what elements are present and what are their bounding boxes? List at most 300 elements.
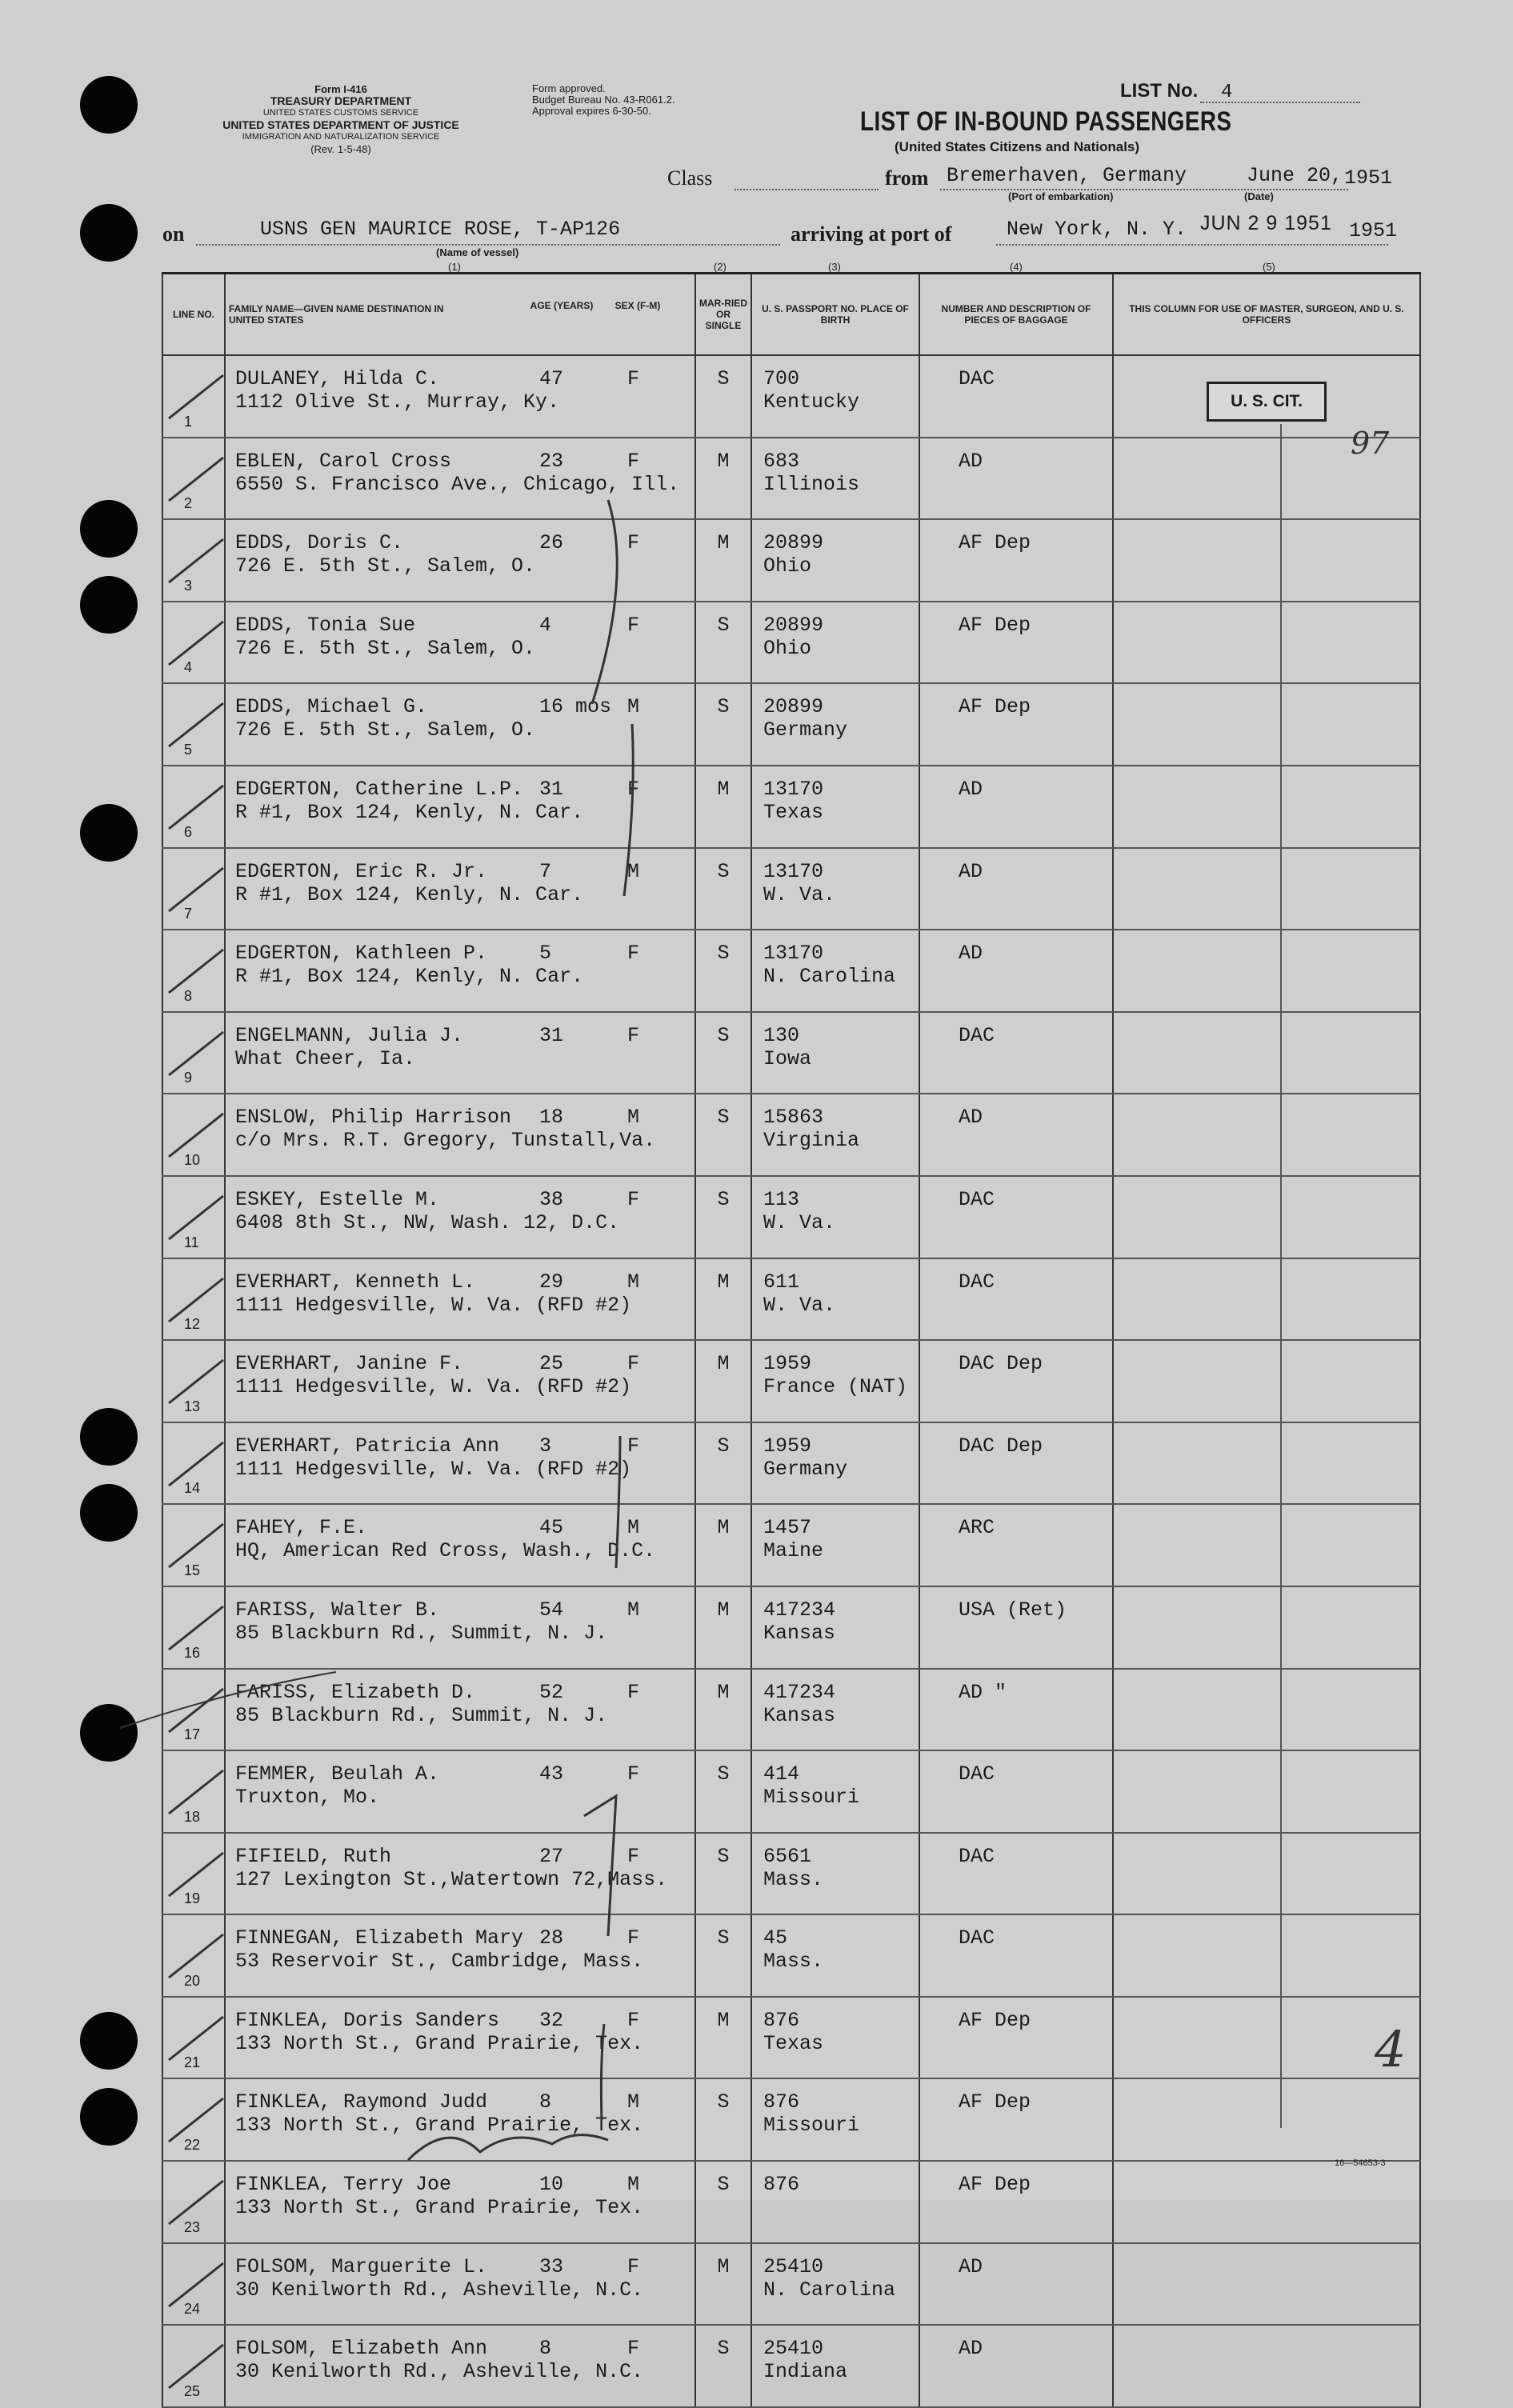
arriving-label: arriving at port of [791, 222, 952, 246]
table-row [162, 1258, 1420, 1341]
passport-birth-cell [751, 355, 919, 438]
passport-birth-cell [751, 1914, 919, 1997]
passenger-age: 25 [539, 1352, 564, 1376]
table-row [162, 1094, 1420, 1176]
place-of-birth: Kentucky [763, 390, 860, 414]
marital-status: S [695, 848, 751, 930]
line-number-cell [162, 683, 225, 766]
punch-hole [80, 1408, 138, 1466]
passport-birth-cell [751, 1094, 919, 1176]
passport-number: 683 [763, 449, 800, 473]
place-of-birth: Mass. [763, 1950, 824, 1974]
passenger-sex: F [627, 449, 640, 473]
table-row [162, 2078, 1420, 2161]
passport-number: 13170 [763, 942, 824, 966]
passport-number: 1959 [763, 1352, 812, 1376]
place-of-birth: Mass. [763, 1867, 824, 1891]
check-mark-icon [167, 782, 231, 830]
marital-status: S [695, 2078, 751, 2161]
us-citizen-stamp: U. S. CIT. [1207, 382, 1327, 422]
place-of-birth: Iowa [763, 1046, 812, 1070]
header-officers: THIS COLUMN FOR USE OF MASTER, SURGEON, AND U. S. OFFICERS [1113, 274, 1420, 356]
marital-status: S [695, 1012, 751, 1094]
name-destination-cell [225, 1833, 695, 1915]
punch-hole [80, 76, 138, 134]
table-row [162, 438, 1420, 520]
passenger-age: 45 [539, 1516, 564, 1540]
name-destination-cell [225, 2161, 695, 2243]
arrival-date-stamp: JUN 2 9 1951 [1200, 212, 1332, 234]
col-number-4: (4) [1010, 261, 1023, 273]
passenger-sex: F [627, 1680, 640, 1704]
place-of-birth: Germany [763, 718, 848, 742]
name-destination-cell [225, 1422, 695, 1505]
check-mark-icon [167, 865, 231, 913]
col-number-5: (5) [1263, 261, 1275, 273]
passport-birth-cell [751, 519, 919, 602]
passenger-destination: HQ, American Red Cross, Wash., D.C. [235, 1539, 656, 1563]
marital-status: M [695, 1504, 751, 1586]
line-number-cell [162, 1669, 225, 1751]
place-of-birth: W. Va. [763, 1210, 836, 1234]
line-number: 5 [184, 741, 193, 758]
passport-number: 876 [763, 2090, 800, 2114]
vessel-caption: (Name of vessel) [436, 246, 519, 258]
passport-number: 876 [763, 2008, 800, 2032]
passenger-name: FEMMER, Beulah A. [235, 1762, 440, 1786]
passenger-age: 27 [539, 1844, 564, 1868]
place-of-birth: W. Va. [763, 1293, 836, 1317]
passenger-age: 5 [539, 942, 552, 966]
passenger-destination: 133 North St., Grand Prairie, Tex. [235, 2031, 644, 2055]
name-destination-cell [225, 930, 695, 1012]
name-destination-cell [225, 848, 695, 930]
line-number-cell [162, 1833, 225, 1915]
passenger-sex: M [627, 859, 640, 883]
passenger-age: 31 [539, 777, 564, 801]
line-number-cell [162, 355, 225, 438]
check-mark-icon [167, 536, 231, 584]
officer-use-cell [1113, 2325, 1420, 2407]
line-number-cell [162, 1586, 225, 1669]
passport-birth-cell [751, 2161, 919, 2243]
from-label: from [885, 166, 929, 190]
passenger-name: FAHEY, F.E. [235, 1516, 368, 1540]
line-number-cell [162, 1258, 225, 1341]
punch-hole [80, 500, 138, 558]
marital-status: S [695, 1833, 751, 1915]
passenger-destination: 6550 S. Francisco Ave., Chicago, Ill. [235, 472, 680, 496]
table-row [162, 683, 1420, 766]
place-of-birth: Kansas [763, 1621, 836, 1645]
passenger-name: EVERHART, Janine F. [235, 1352, 464, 1376]
passport-number: 130 [763, 1023, 800, 1047]
passenger-age: 3 [539, 1434, 552, 1458]
officer-use-cell [1113, 1340, 1420, 1422]
line-number-cell [162, 1176, 225, 1258]
table-row [162, 1750, 1420, 1833]
passenger-name: FIFIELD, Ruth [235, 1844, 392, 1868]
passenger-sex: M [627, 695, 640, 719]
table-row [162, 766, 1420, 848]
form-revision: (Rev. 1-5-48) [310, 143, 371, 155]
passenger-name: FINKLEA, Raymond Judd [235, 2090, 488, 2114]
check-mark-icon [167, 946, 231, 994]
passenger-sex: M [627, 1598, 640, 1622]
marital-status: M [695, 766, 751, 848]
baggage: AD [919, 438, 1113, 520]
marital-status: M [695, 1586, 751, 1669]
baggage: DAC [919, 1258, 1113, 1341]
baggage: AD [919, 930, 1113, 1012]
line-number: 18 [184, 1808, 201, 1825]
name-destination-cell [225, 2078, 695, 2161]
passport-number: 1457 [763, 1516, 812, 1540]
line-number-cell [162, 1422, 225, 1505]
place-of-birth: France (NAT) [763, 1375, 908, 1399]
passenger-destination: R #1, Box 124, Kenly, N. Car. [235, 965, 584, 989]
arrival-year: 1951 [1349, 219, 1398, 242]
passenger-name: FOLSOM, Elizabeth Ann [235, 2337, 488, 2361]
passport-birth-cell [751, 2325, 919, 2407]
table-row [162, 1504, 1420, 1586]
baggage: AD [919, 2243, 1113, 2326]
marital-status: S [695, 1750, 751, 1833]
place-of-birth: W. Va. [763, 882, 836, 906]
line-number-cell [162, 519, 225, 602]
passport-birth-cell [751, 1504, 919, 1586]
passport-number: 20899 [763, 613, 824, 637]
passenger-destination: 1112 Olive St., Murray, Ky. [235, 390, 560, 414]
line-number: 11 [184, 1234, 199, 1250]
passport-number: 1959 [763, 1434, 812, 1458]
marital-status: M [695, 438, 751, 520]
line-number: 12 [184, 1316, 201, 1333]
passenger-age: 8 [539, 2090, 552, 2114]
line-number-cell [162, 2161, 225, 2243]
passenger-destination: 85 Blackburn Rd., Summit, N. J. [235, 1621, 608, 1645]
line-number: 17 [184, 1726, 201, 1743]
check-mark-icon [167, 372, 231, 420]
table-row [162, 2325, 1420, 2407]
passenger-name: ENSLOW, Philip Harrison [235, 1106, 512, 1130]
passenger-age: 4 [539, 613, 552, 637]
line-number: 22 [184, 2137, 201, 2154]
passenger-sex: F [627, 777, 640, 801]
baggage: AF Dep [919, 1997, 1113, 2079]
col-number-2: (2) [714, 261, 726, 273]
place-of-birth: Ohio [763, 636, 812, 660]
passport-number: 25410 [763, 2337, 824, 2361]
port-caption: (Port of embarkation) [1008, 190, 1114, 202]
passport-birth-cell [751, 1258, 919, 1341]
table-row [162, 1669, 1420, 1751]
justice-department: UNITED STATES DEPARTMENT OF JUSTICE [222, 118, 459, 131]
punch-hole [80, 576, 138, 634]
passport-birth-cell [751, 2078, 919, 2161]
baggage: DAC [919, 1176, 1113, 1258]
baggage: AD " [919, 1669, 1113, 1751]
marital-status: S [695, 1914, 751, 1997]
passenger-age: 38 [539, 1187, 564, 1211]
marital-status: M [695, 1258, 751, 1341]
passenger-destination: 85 Blackburn Rd., Summit, N. J. [235, 1703, 608, 1727]
table-row [162, 1176, 1420, 1258]
approval-line-3: Approval expires 6-30-50. [532, 105, 651, 117]
line-number-cell [162, 848, 225, 930]
officer-use-cell [1113, 1586, 1420, 1669]
table-row [162, 1914, 1420, 1997]
name-destination-cell [225, 602, 695, 684]
line-number-cell [162, 1997, 225, 2079]
place-of-birth: Ohio [763, 554, 812, 578]
line-number: 4 [184, 659, 193, 676]
baggage: AF Dep [919, 683, 1113, 766]
passenger-destination: 30 Kenilworth Rd., Asheville, N.C. [235, 2278, 644, 2302]
line-number: 25 [184, 2382, 201, 2399]
passenger-sex: F [627, 1352, 640, 1376]
passport-birth-cell [751, 930, 919, 1012]
marital-status: S [695, 683, 751, 766]
passport-birth-cell [751, 1012, 919, 1094]
officer-use-cell [1113, 930, 1420, 1012]
line-number-cell [162, 438, 225, 520]
header-name: FAMILY NAME—GIVEN NAME DESTINATION IN UNITED STATES [229, 303, 444, 326]
passport-birth-cell [751, 1176, 919, 1258]
officer-use-cell [1113, 1094, 1420, 1176]
passenger-sex: M [627, 1516, 640, 1540]
passenger-sex: F [627, 1187, 640, 1211]
officer-use-cell [1113, 1422, 1420, 1505]
check-mark-icon [167, 1193, 231, 1241]
passenger-destination: R #1, Box 124, Kenly, N. Car. [235, 882, 584, 906]
passenger-name: ENGELMANN, Julia J. [235, 1023, 464, 1047]
passenger-destination: 133 North St., Grand Prairie, Tex. [235, 2196, 644, 2220]
passenger-destination: What Cheer, Ia. [235, 1046, 416, 1070]
name-destination-cell [225, 1586, 695, 1669]
passport-number: 20899 [763, 531, 824, 555]
baggage: AD [919, 766, 1113, 848]
name-destination-cell [225, 683, 695, 766]
line-number-cell [162, 2243, 225, 2326]
place-of-birth: N. Carolina [763, 2278, 896, 2302]
place-of-birth: Illinois [763, 472, 860, 496]
passenger-sex: F [627, 1434, 640, 1458]
officer-use-cell [1113, 848, 1420, 930]
place-of-birth: Virginia [763, 1129, 860, 1153]
place-of-birth: Germany [763, 1457, 848, 1481]
marital-status: M [695, 519, 751, 602]
line-number-cell [162, 1340, 225, 1422]
name-destination-cell [225, 1094, 695, 1176]
passenger-destination: R #1, Box 124, Kenly, N. Car. [235, 800, 584, 824]
passenger-name: EDDS, Tonia Sue [235, 613, 416, 637]
passenger-name: FARISS, Elizabeth D. [235, 1680, 476, 1704]
vessel-name: USNS GEN MAURICE ROSE, T-AP126 [260, 218, 621, 241]
check-mark-icon [167, 618, 231, 666]
punch-hole [80, 204, 138, 262]
passport-number: 13170 [763, 777, 824, 801]
passenger-destination: 726 E. 5th St., Salem, O. [235, 636, 536, 660]
punch-hole [80, 2012, 138, 2070]
passport-birth-cell [751, 683, 919, 766]
table-header-row [162, 274, 1420, 356]
line-number: 23 [184, 2218, 201, 2235]
list-number-label: LIST No. [1120, 80, 1199, 102]
line-number: 13 [184, 1398, 201, 1414]
table-row [162, 848, 1420, 930]
table-row [162, 1422, 1420, 1505]
passenger-destination: 127 Lexington St.,Watertown 72,Mass. [235, 1867, 668, 1891]
passport-birth-cell [751, 1669, 919, 1751]
baggage: AD [919, 848, 1113, 930]
name-destination-cell [225, 1750, 695, 1833]
passenger-age: 54 [539, 1598, 564, 1622]
check-mark-icon [167, 700, 231, 748]
marital-status: M [695, 1669, 751, 1751]
line-number-cell [162, 2078, 225, 2161]
name-destination-cell [225, 766, 695, 848]
baggage: AF Dep [919, 2078, 1113, 2161]
line-number: 10 [184, 1151, 201, 1168]
table-row [162, 602, 1420, 684]
baggage: DAC [919, 1833, 1113, 1915]
officer-use-cell [1113, 1504, 1420, 1586]
header-passport: U. S. PASSPORT NO. PLACE OF BIRTH [751, 274, 919, 356]
baggage: AD [919, 1094, 1113, 1176]
name-destination-cell [225, 2243, 695, 2326]
line-number: 21 [184, 2054, 201, 2071]
passport-number: 700 [763, 367, 800, 390]
passport-number: 876 [763, 2173, 800, 2197]
ins-service: IMMIGRATION AND NATURALIZATION SERVICE [242, 132, 440, 142]
header-name-destination [225, 274, 695, 356]
name-destination-cell [225, 2325, 695, 2407]
marital-status: S [695, 1422, 751, 1505]
passenger-name: FARISS, Walter B. [235, 1598, 440, 1622]
line-number: 1 [184, 413, 193, 430]
passenger-destination: 6408 8th St., NW, Wash. 12, D.C. [235, 1210, 620, 1234]
baggage: DAC Dep [919, 1340, 1113, 1422]
table-row [162, 1833, 1420, 1915]
passenger-name: FINKLEA, Terry Joe [235, 2173, 452, 2197]
marital-status: S [695, 2161, 751, 2243]
passenger-table [162, 272, 1421, 2408]
name-destination-cell [225, 1914, 695, 1997]
class-label: Class [667, 166, 713, 190]
table-row [162, 1997, 1420, 2079]
passenger-sex: M [627, 1270, 640, 1294]
name-destination-cell [225, 438, 695, 520]
line-number-cell [162, 1094, 225, 1176]
approval-line-1: Form approved. [532, 82, 606, 94]
officer-column-rule [1280, 424, 1282, 2128]
marital-status: S [695, 355, 751, 438]
passenger-sex: F [627, 367, 640, 390]
handwritten-count: 97 [1351, 426, 1390, 461]
passenger-destination: 53 Reservoir St., Cambridge, Mass. [235, 1950, 644, 1974]
baggage: DAC [919, 1750, 1113, 1833]
passenger-age: 8 [539, 2337, 552, 2361]
arrival-port: New York, N. Y. [1007, 218, 1187, 241]
passport-birth-cell [751, 1422, 919, 1505]
passenger-sex: M [627, 1106, 640, 1130]
line-number: 15 [184, 1562, 201, 1578]
passenger-destination: Truxton, Mo. [235, 1786, 380, 1810]
passenger-age: 26 [539, 531, 564, 555]
passenger-age: 47 [539, 367, 564, 390]
place-of-birth: Maine [763, 1539, 824, 1563]
passenger-age: 16 mos [539, 695, 612, 719]
passenger-age: 33 [539, 2254, 564, 2278]
date-year: 1951 [1344, 166, 1393, 190]
passport-birth-cell [751, 438, 919, 520]
officer-use-cell [1113, 766, 1420, 848]
line-number: 14 [184, 1480, 201, 1497]
passenger-destination: 133 North St., Grand Prairie, Tex. [235, 2114, 644, 2138]
punch-hole [80, 804, 138, 862]
marital-status: S [695, 930, 751, 1012]
passenger-name: EDGERTON, Catherine L.P. [235, 777, 524, 801]
punch-hole [80, 1704, 138, 1762]
passenger-sex: F [627, 1926, 640, 1950]
passenger-name: EDDS, Michael G. [235, 695, 428, 719]
passport-birth-cell [751, 1586, 919, 1669]
passenger-age: 32 [539, 2008, 564, 2032]
table-row [162, 2243, 1420, 2326]
header-line-no: LINE NO. [162, 274, 225, 356]
passenger-sex: F [627, 1762, 640, 1786]
table-row [162, 519, 1420, 602]
table-row [162, 1012, 1420, 1094]
passenger-age: 29 [539, 1270, 564, 1294]
passport-number: 25410 [763, 2254, 824, 2278]
line-number-cell [162, 1750, 225, 1833]
passenger-sex: F [627, 942, 640, 966]
passport-number: 417234 [763, 1598, 836, 1622]
line-number: 24 [184, 2301, 201, 2318]
line-number-cell [162, 930, 225, 1012]
officer-use-cell [1113, 1012, 1420, 1094]
passport-number: 113 [763, 1187, 800, 1211]
line-number: 3 [184, 577, 193, 594]
line-number: 16 [184, 1644, 201, 1661]
place-of-birth: Kansas [763, 1703, 836, 1727]
line-number: 2 [184, 495, 193, 512]
passenger-destination: 1111 Hedgesville, W. Va. (RFD #2) [235, 1375, 632, 1399]
officer-use-cell [1113, 519, 1420, 602]
line-number: 9 [184, 1070, 193, 1086]
officer-use-cell [1113, 1669, 1420, 1751]
line-number-cell [162, 1504, 225, 1586]
line-number: 7 [184, 906, 193, 922]
punch-hole [80, 2088, 138, 2146]
date-value: June 20, [1247, 164, 1343, 187]
officer-use-cell [1113, 1176, 1420, 1258]
passenger-destination: 1111 Hedgesville, W. Va. (RFD #2) [235, 1293, 632, 1317]
passenger-age: 10 [539, 2173, 564, 2197]
passport-number: 45 [763, 1926, 788, 1950]
passenger-age: 43 [539, 1762, 564, 1786]
name-destination-cell [225, 1340, 695, 1422]
table-row [162, 1340, 1420, 1422]
date-caption: (Date) [1244, 190, 1274, 202]
baggage: AF Dep [919, 602, 1113, 684]
marital-status: M [695, 1340, 751, 1422]
passport-number: 417234 [763, 1680, 836, 1704]
passenger-name: EDDS, Doris C. [235, 531, 404, 555]
marital-status: M [695, 2243, 751, 2326]
